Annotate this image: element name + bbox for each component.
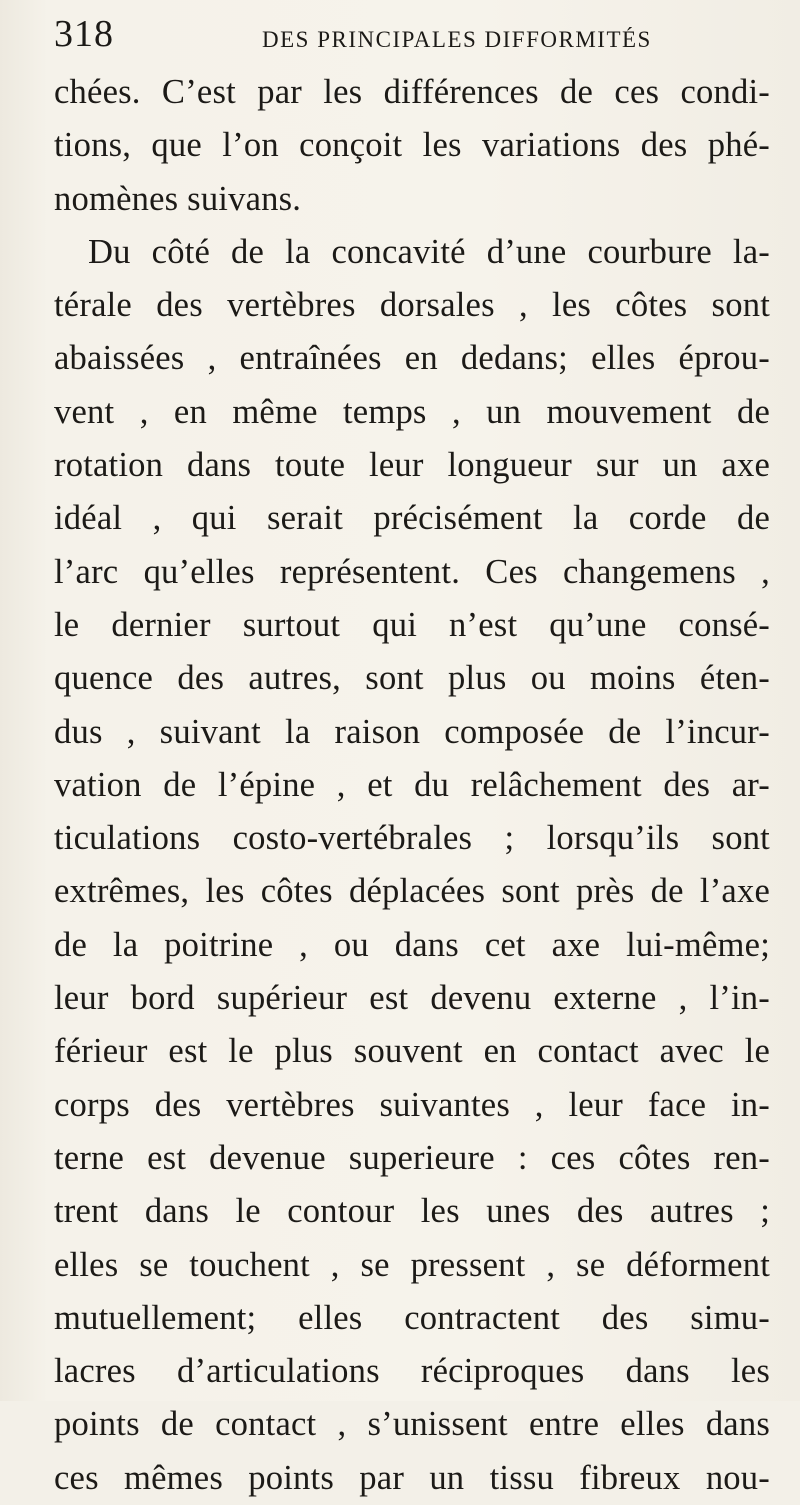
text-line: nomènes suivans. xyxy=(54,179,302,218)
text-line: vent , en même temps , un mouvement de xyxy=(54,392,770,431)
text-line: trent dans le contour les unes des autres ; xyxy=(54,1192,770,1231)
text-line: férieur est le plus souvent en contact avec le xyxy=(54,1032,770,1071)
text-line: abaissées , entraînées en dedans; elles éprou- xyxy=(54,339,770,378)
text-line: ticulations costo-vertébrales ; lorsqu’ils sont xyxy=(54,819,770,858)
text-line: chées. C’est par les différences de ces condi- xyxy=(54,73,770,111)
text-line: de la poitrine , ou dans cet axe lui-même; xyxy=(54,925,770,964)
text-line: l’arc qu’elles représentent. Ces changemens , xyxy=(54,552,770,591)
text-line: le dernier surtout qui n’est qu’une consé- xyxy=(54,605,770,644)
text-line: elles se touchent , se pressent , se déforment xyxy=(54,1245,770,1284)
text-line: corps des vertèbres suivantes , leur face in- xyxy=(54,1085,770,1124)
text-line: mutuellement; elles contractent des simu- xyxy=(54,1298,770,1337)
text-line: vation de l’épine , et du relâchement des ar- xyxy=(54,765,770,804)
body-text xyxy=(54,66,770,1505)
text-line: dus , suivant la raison composée de l’incur- xyxy=(54,712,770,751)
text-line: terne est devenue superieure : ces côtes ren- xyxy=(54,1138,770,1177)
text-line: ces mêmes points par un tissu fibreux nou- xyxy=(54,1458,770,1497)
text-line: lacres d’articulations réciproques dans les xyxy=(54,1352,770,1391)
text-line: idéal , qui serait précisément la corde de xyxy=(54,499,770,538)
text-line: extrêmes, les côtes déplacées sont près de l’axe xyxy=(54,872,770,911)
text-line: térale des vertèbres dorsales , les côtes sont xyxy=(54,286,770,325)
text-line: Du côté de la concavité d’une courbure la- xyxy=(88,232,770,271)
running-title: DES PRINCIPALES DIFFORMITÉS xyxy=(262,27,652,52)
text-line: leur bord supérieur est devenu externe , l’in- xyxy=(54,979,770,1018)
text-line: quence des autres, sont plus ou moins éten- xyxy=(54,659,770,698)
running-head xyxy=(54,14,754,54)
text-line: tions, que l’on conçoit les variations des phé- xyxy=(54,126,770,165)
page-number: 318 xyxy=(54,13,114,55)
text-line: rotation dans toute leur longueur sur un axe xyxy=(54,446,770,485)
text-line: points de contact , s’unissent entre elles dans xyxy=(54,1405,770,1444)
